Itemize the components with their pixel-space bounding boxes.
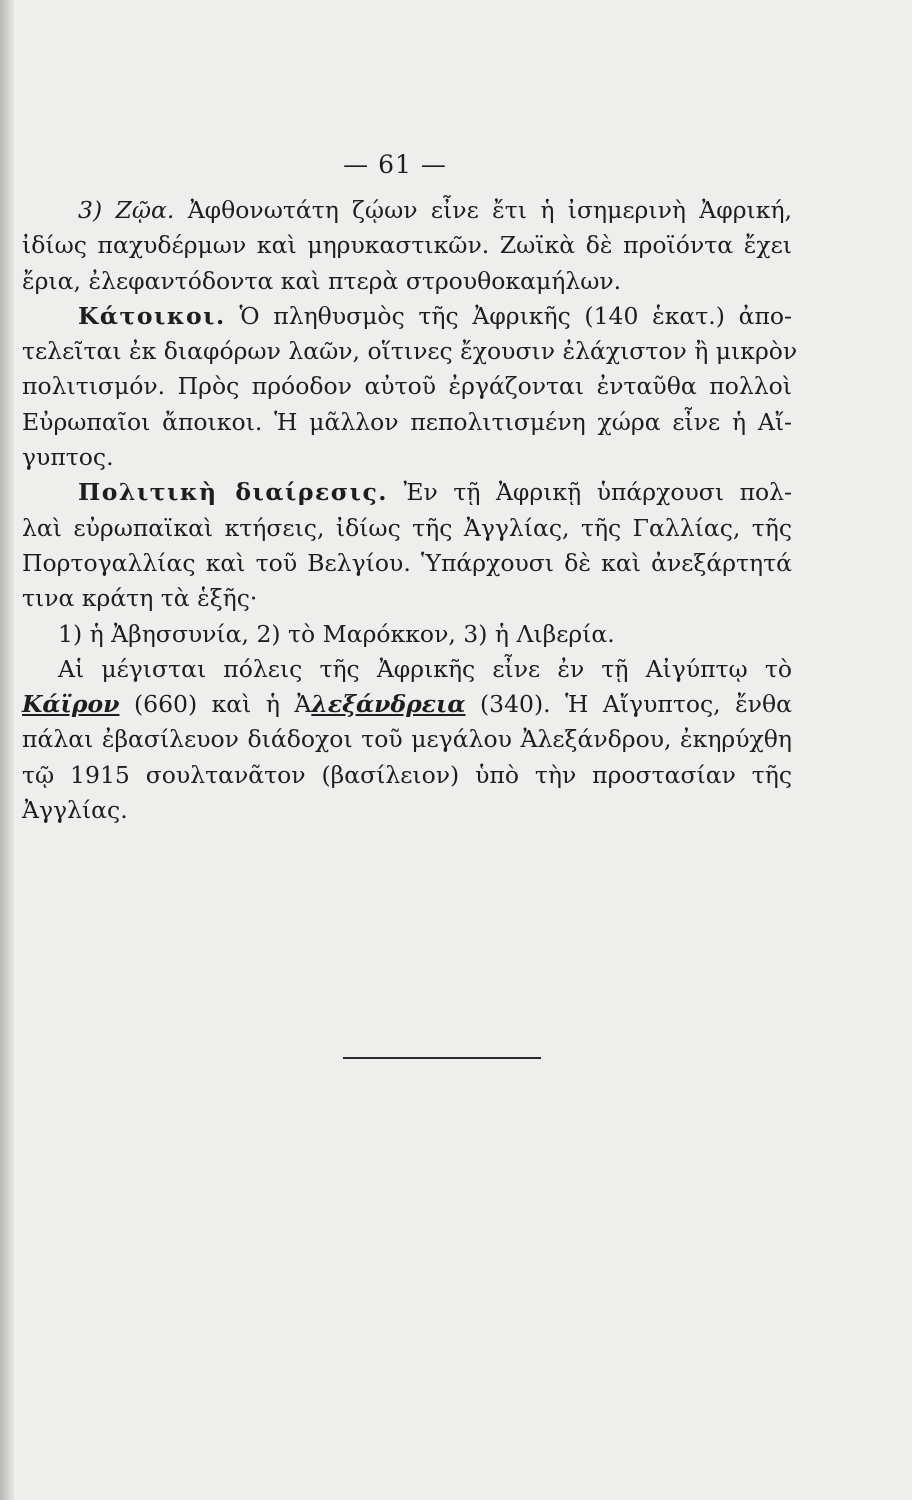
text-line [22, 299, 792, 334]
text-run: Ἀφθονωτάτη ζῴων εἶνε ἔτι ἡ ἰσημερινὴ Ἀφρική, [174, 196, 792, 224]
text-line: ἰδίως παχυδέρμων καὶ μηρυκαστικῶν. Ζωϊκὰ δὲ προϊόντα ἔχει [22, 231, 792, 260]
text-line: λαὶ εὐρωπαϊκαὶ κτήσεις, ἰδίως τῆς Ἀγγλίας, τῆς Γαλλίας, τῆς [22, 513, 792, 542]
text-run: Ὁ πληθυσμὸς τῆς Ἀφρικῆς (140 ἑκατ.) ἀπο- [225, 301, 792, 330]
text-line: Πορτογαλλίας καὶ τοῦ Βελγίου. Ὑπάρχουσι δὲ καὶ ἀνεξάρτητά [22, 548, 792, 577]
text-line [22, 475, 792, 510]
body-text [22, 193, 798, 828]
text-line: τελεῖται ἐκ διαφόρων λαῶν, οἵτινες ἔχουσιν ἐλάχιστον ἢ μικρὸν [22, 337, 798, 366]
subheading-animals: 3) Ζῷα. [78, 196, 175, 224]
text-line [22, 687, 792, 722]
text-line: πολιτισμόν. Πρὸς πρόοδον αὐτοῦ ἐργάζονται ἐνταῦθα πολλοὶ [22, 372, 792, 401]
page-number: — 61 — [343, 150, 447, 179]
text-line: τινα κράτη τὰ ἑξῆς· [22, 584, 258, 613]
subheading-political-division: Πολιτικὴ διαίρεσις. [78, 478, 388, 507]
text-run: Ἐν τῇ Ἀφρικῇ ὑπάρχουσι πολ- [387, 478, 792, 507]
text-line: τῷ 1915 σουλτανᾶτον (βασίλειον) ὑπὸ τὴν προστασίαν τῆς [22, 760, 792, 789]
text-line: ἔρια, ἐλεφαντόδοντα καὶ πτερὰ στρουθοκαμήλων. [22, 266, 622, 295]
city-cairo: Κάϊρον [22, 690, 120, 719]
section-end-rule [343, 1057, 541, 1059]
text-line: Ἀγγλίας. [22, 796, 128, 825]
text-line: Εὐρωπαῖοι ἄποικοι. Ἡ μᾶλλον πεπολιτισμένη χώρα εἶνε ἡ Αἴ- [22, 407, 792, 436]
text-line: πάλαι ἐβασίλευον διάδοχοι τοῦ μεγάλου Ἀλεξάνδρου, ἐκηρύχθη [22, 725, 792, 754]
text-line: γυπτος. [22, 443, 114, 472]
text-run: (340). Ἡ Αἴγυπτος, ἔνθα [465, 690, 792, 719]
text-line: 1) ἡ Ἀβησσυνία, 2) τὸ Μαρόκκον, 3) ἡ Λιβερία. [58, 619, 615, 648]
page-edge-shadow [0, 0, 14, 1500]
city-alexandria: λεξάνδρεια [311, 690, 466, 719]
text-line [22, 193, 792, 228]
text-line: Αἱ μέγισται πόλεις τῆς Ἀφρικῆς εἶνε ἐν τῇ Αἰγύπτῳ τὸ [58, 654, 792, 683]
subheading-inhabitants: Κάτοικοι. [78, 301, 226, 330]
text-run: (660) καὶ ἡ Ἀ [119, 690, 312, 719]
